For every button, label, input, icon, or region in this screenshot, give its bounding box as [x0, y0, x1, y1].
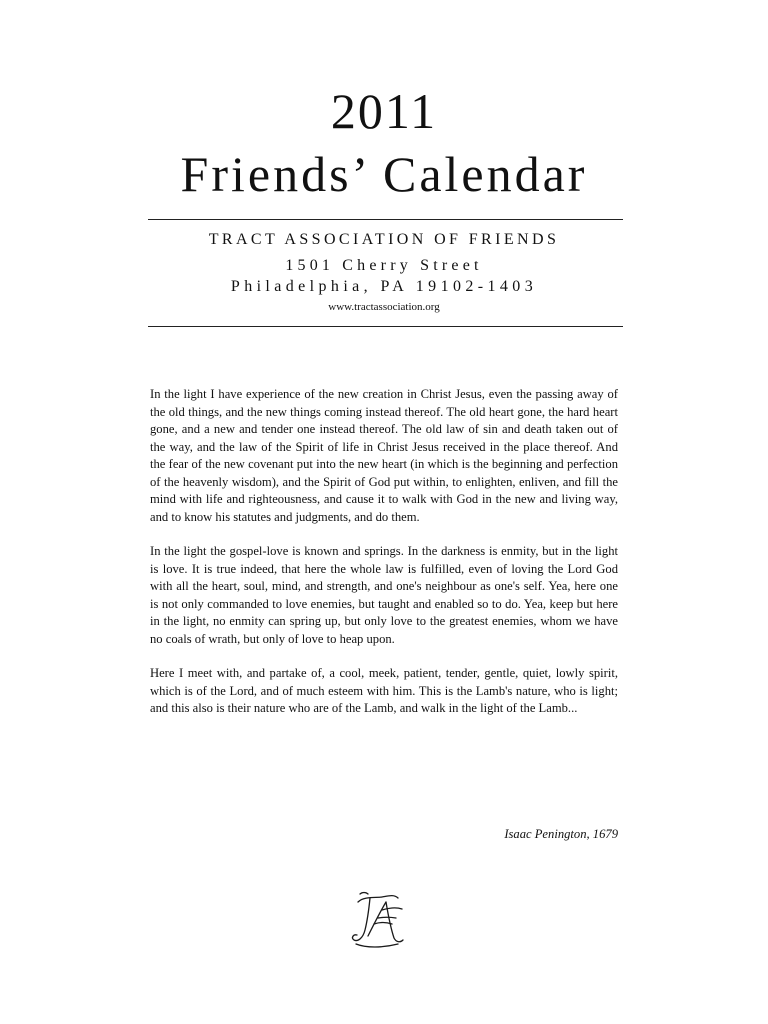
- quote-paragraph-1: In the light I have experience of the new creation in Christ Jesus, even the passing away of the old things, and the new things coming instead thereof. The old heart gone, the hard heart gone, and a new and tender one instead thereof. The old law of sin and death taken out of the way, and the law of the Spirit of life in Christ Jesus received in the place thereof. And the fear of the new covenant put into the new heart (in which is the beginning and perfection of the heavenly wisdom), and the Spirit of God put within, to enlighten, enliven, and fill the mind with life and righteousness, and cause it to walk with God in the new and living way, and to know his statutes and judgments, and do them.: [150, 387, 618, 524]
- publisher-city: Philadelphia, PA 19102-1403: [230, 278, 538, 295]
- monogram-icon: [348, 888, 408, 952]
- top-divider: [148, 219, 623, 220]
- publisher-website: www.tractassociation.org: [328, 301, 440, 313]
- bottom-divider: [148, 326, 623, 327]
- quote-paragraph-2: In the light the gospel-love is known and springs. In the darkness is enmity, but in the light is love. It is true indeed, that here the whole law is fulfilled, even of loving the Lord God with all the heart, soul, mind, and strength, and one's neighbour as one's self. Yea, here one is not only commanded to love enemies, but taught and enabled so to do. Yea, keep but here in the light, no enmity can spring up, but only love to the greatest enemies, whom we have no coals of wrath, but only of love to heap upon.: [150, 544, 618, 646]
- title-year: 2011: [330, 83, 438, 139]
- quote-body: [150, 386, 618, 735]
- page-title: Friends’ Calendar: [180, 146, 588, 202]
- quote-paragraph-3: Here I meet with, and partake of, a cool, meek, patient, tender, gentle, quiet, lowly spirit, which is of the Lord, and of much esteem with him. This is the Lamb's nature, who is light; and this also is their nature who are of the Lamb, and walk in the light of the Lamb...: [150, 666, 618, 715]
- publisher-street: 1501 Cherry Street: [285, 257, 483, 274]
- publisher-name: TRACT ASSOCIATION OF FRIENDS: [208, 231, 560, 248]
- quote-attribution: Isaac Penington, 1679: [504, 827, 618, 841]
